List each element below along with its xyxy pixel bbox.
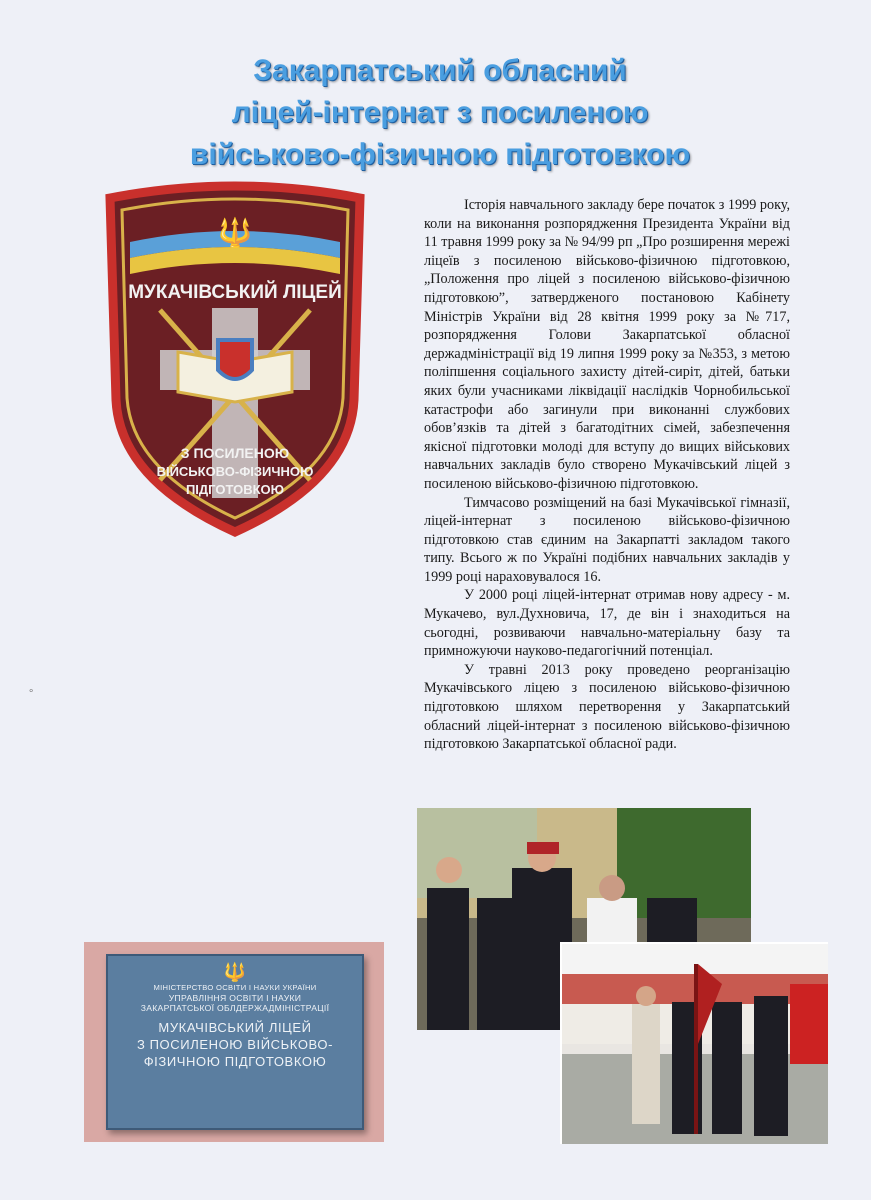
school-plaque-photo	[84, 942, 384, 1142]
plaque-line-4: МУКАЧІВСЬКИЙ ЛІЦЕЙ	[158, 1020, 312, 1035]
paragraph-2: Тимчасово розміщений на базі Мукачівської гімназії, ліцей-інтернат з посиленою військово-фізичною підготовкою став єдиним на Закарпатті закладом такого типу. Всього ж по Україні подібних навчальних закладів у 1999 році нараховувалося 16.	[424, 494, 790, 585]
paragraph-4: У травні 2013 року проведено реорганізацію Мукачівського ліцею з посиленою військово-фізичною підготовкою шляхом перетворення у Закарпатський обласний ліцей-інтернат з посиленою військово-фізичною підготовкою Закарпатської обласної ради.	[424, 661, 790, 753]
title-line-1: Закарпатський обласний	[253, 54, 627, 87]
plaque-line-5: З ПОСИЛЕНОЮ ВІЙСЬКОВО-	[136, 1037, 334, 1052]
trident-icon: 🔱	[223, 962, 247, 982]
patch-top-text: МУКАЧІВСЬКИЙ ЛІЦЕЙ	[128, 282, 342, 303]
scan-mark: ∘	[28, 686, 35, 697]
plaque-line-3: ЗАКАРПАТСЬКОЇ ОБЛДЕРЖАДМІНІСТРАЦІЇ	[140, 1003, 330, 1013]
paragraph-1: Історія навчального закладу бере початок з 1999 року, коли на виконання розпорядження Президента України від 11 травня 1999 року за № 94/99 рп „Про розширення мережі ліцеїв з посиленою військово-фізичною підготовкою, „Положення про ліцей з посиленою військово-фізичною підготовкою”, затвердженого постановою Кабінету Міністрів України від 28 квітня 1999 року за №717, розпорядження Голови Закарпатської обласної держадміністрації від 19 липня 1999 року за №353, з метою поліпшення соціального захисту дітей-сиріт, дітей, батьки яких були учасниками ліквідації наслідків Чорнобильської катастрофи або загинули при виконанні службових обов’язків та дітей з багатодітних сімей, забезпечення якісної підготовки молоді для вступу до вищих військових навчальних закладів було створено Мукачівський ліцей з посиленою військово-фізичною підготовкою.	[424, 197, 790, 492]
plaque-line-2: УПРАВЛІННЯ ОСВІТИ І НАУКИ	[168, 993, 302, 1003]
trident-icon: 🔱	[217, 216, 253, 249]
patch-bottom-line-3: ПІДГОТОВКОЮ	[185, 482, 285, 497]
school-plaque	[106, 954, 364, 1130]
patch-bottom-line-2: ВІЙСЬКОВО-ФІЗИЧНОЮ	[156, 464, 314, 479]
page-title	[80, 50, 800, 176]
title-line-2: ліцей-інтернат з посиленою	[231, 96, 649, 129]
title-line-3: військово-фізичною підготовкою	[189, 138, 691, 171]
flag-guard-photo	[560, 942, 828, 1144]
lyceum-patch-emblem	[100, 180, 370, 540]
plaque-line-1: МІНІСТЕРСТВО ОСВІТИ І НАУКИ УКРАЇНИ	[153, 983, 317, 992]
patch-bottom-line-1: З ПОСИЛЕНОЮ	[180, 445, 290, 461]
paragraph-3: У 2000 році ліцей-інтернат отримав нову адресу - м. Мукачево, вул.Духновича, 17, де він і знаходиться на сьогодні, розвиваючи навчально-матеріальну базу та примножуючи науково-педагогічний потенціал.	[424, 587, 790, 660]
plaque-line-6: ФІЗИЧНОЮ ПІДГОТОВКОЮ	[143, 1054, 327, 1069]
history-text	[424, 196, 790, 754]
